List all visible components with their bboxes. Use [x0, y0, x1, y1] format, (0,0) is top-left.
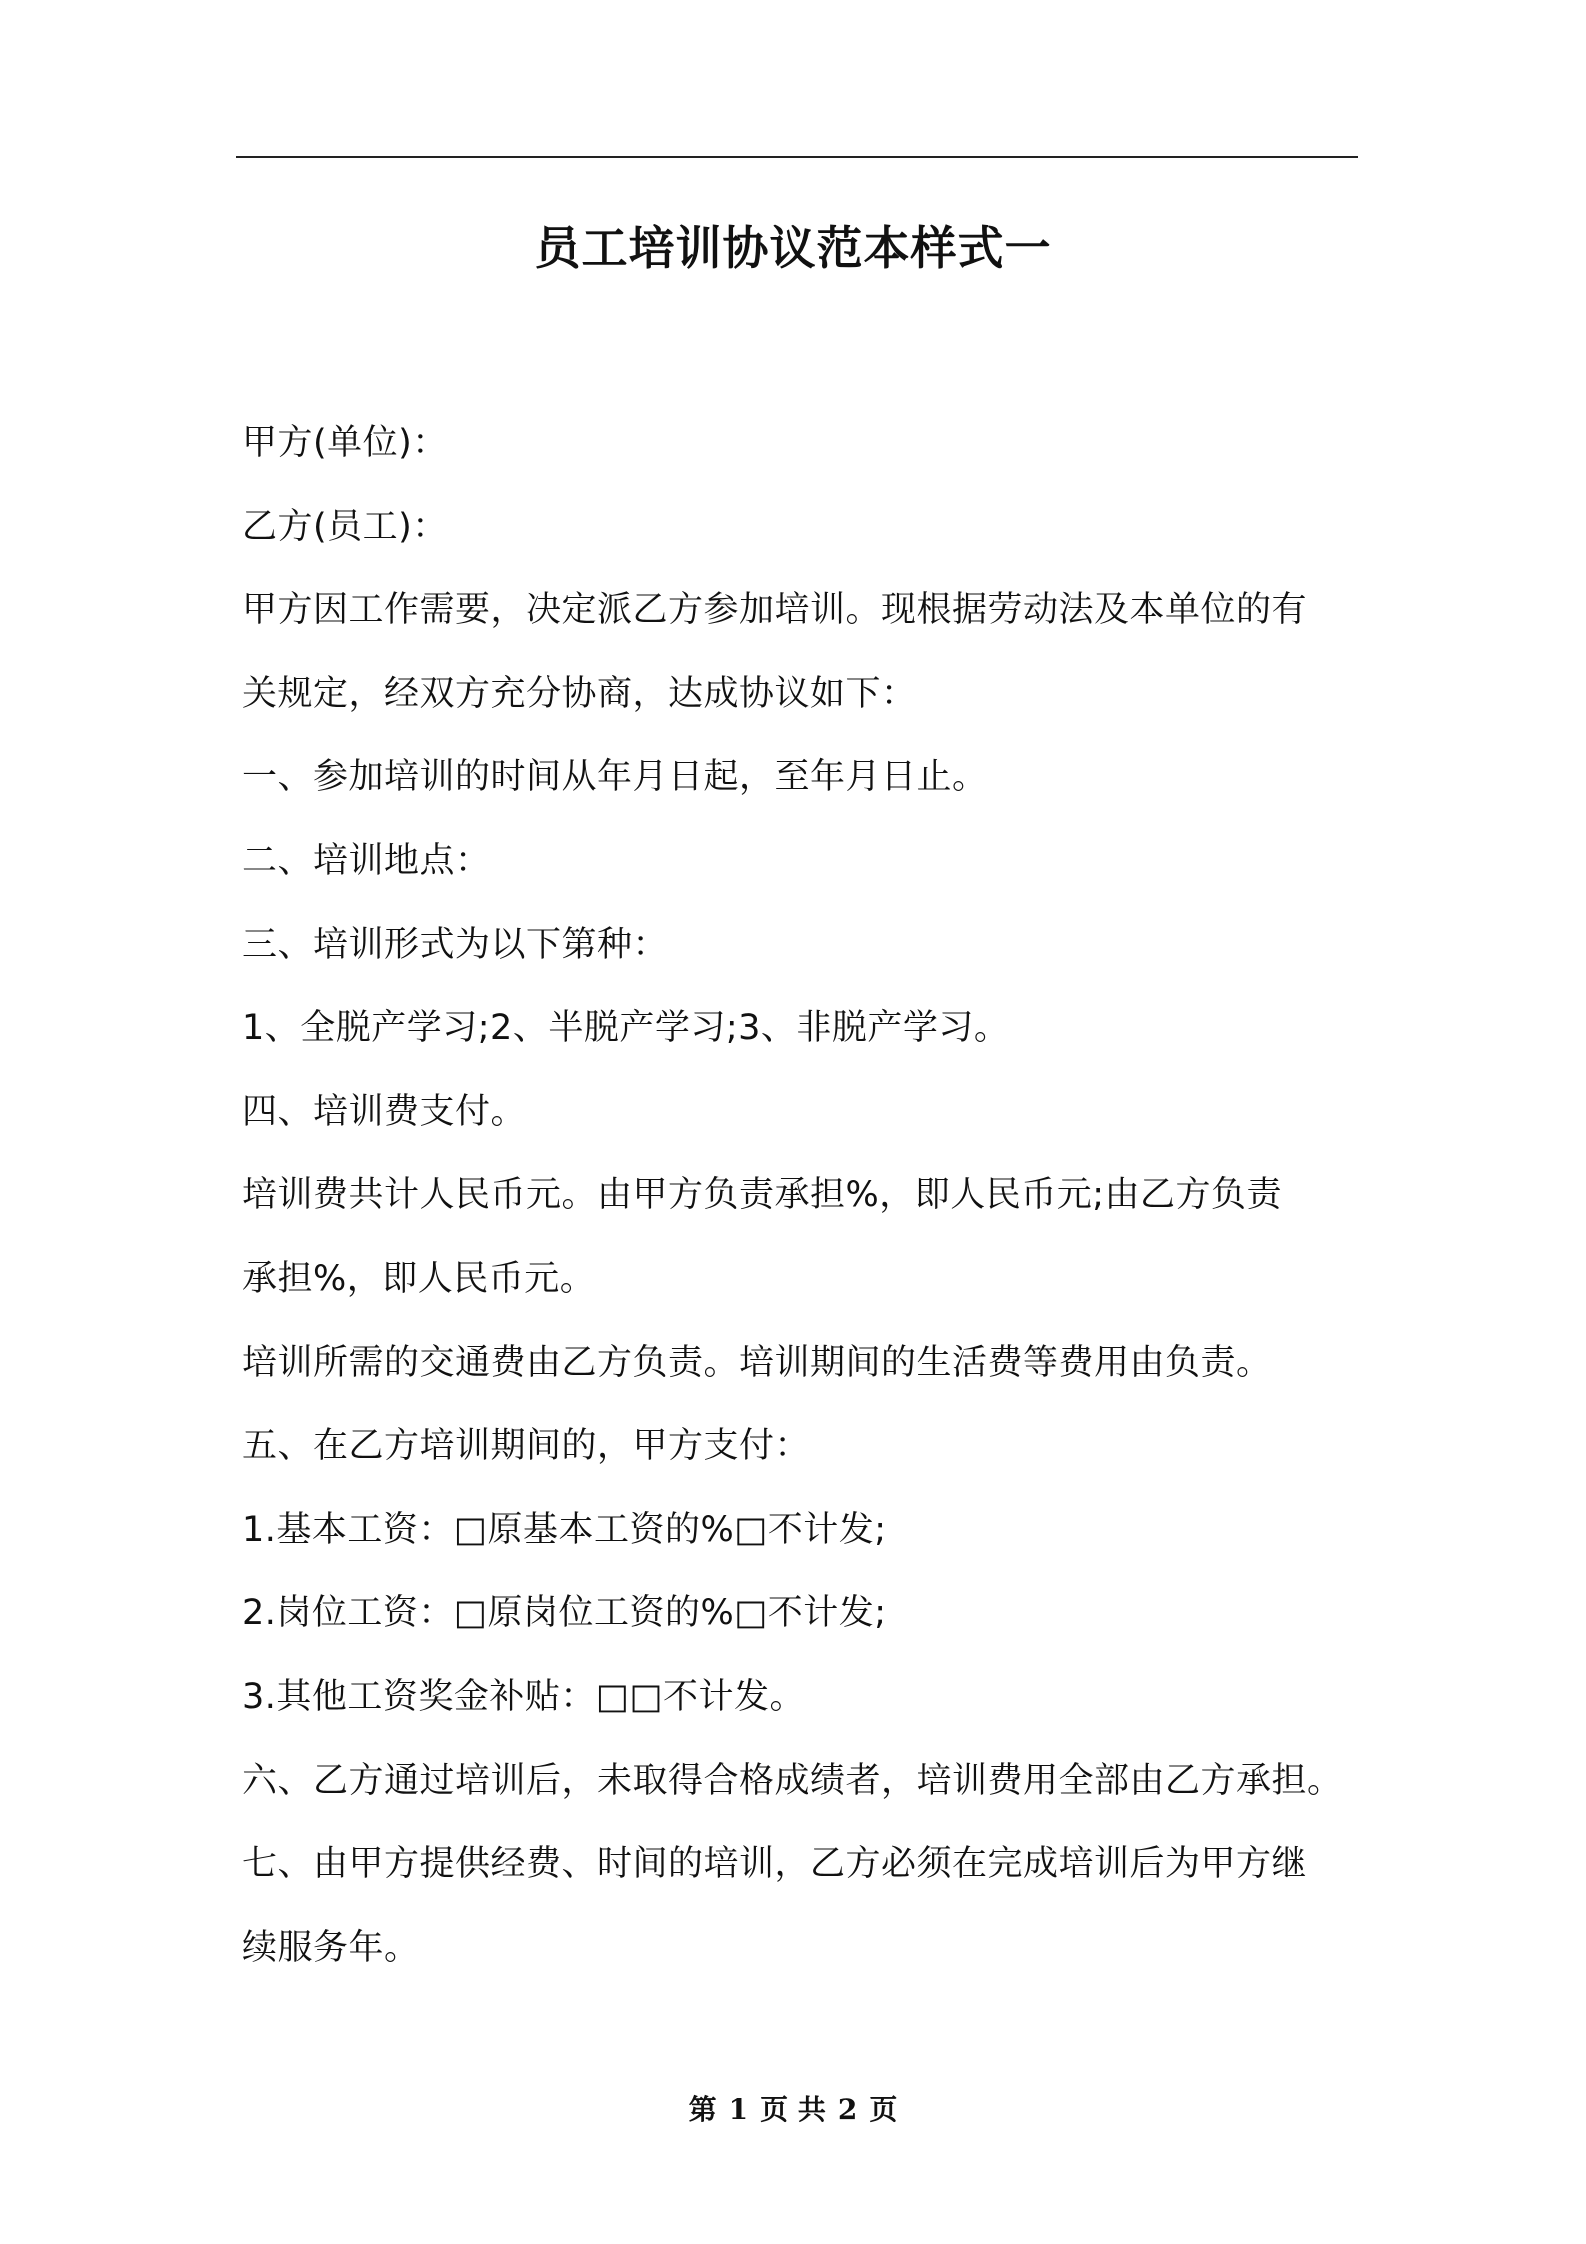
party-a-line: 甲方(单位)：: [242, 423, 448, 463]
pay-basic-wage: 1.基本工资：□原基本工资的%□不计发;: [242, 1509, 887, 1550]
fee-line-2: 承担%，即人民币元。: [242, 1258, 596, 1299]
clause-6: 六、乙方通过培训后，未取得合格成绩者，培训费用全部由乙方承担。: [242, 1760, 1343, 1801]
document-body: [242, 402, 1360, 1990]
clause-7-line-1: 七、由甲方提供经费、时间的培训，乙方必须在完成培训后为甲方继: [242, 1844, 1308, 1885]
intro-line-1: 甲方因工作需要，决定派乙方参加培训。现根据劳动法及本单位的有: [242, 590, 1308, 631]
clause-4-fee: 四、培训费支付。: [242, 1091, 527, 1132]
pay-other-wage: 3.其他工资奖金补贴：□□不计发。: [242, 1676, 806, 1717]
intro-line-2: 关规定，经双方充分协商，达成协议如下：: [242, 673, 917, 714]
page-footer: [0, 2090, 1586, 2130]
clause-7-line-2: 续服务年。: [242, 1927, 420, 1968]
clause-3-options: 1、全脱产学习;2、半脱产学习;3、非脱产学习。: [242, 1008, 1010, 1049]
header-rule: [236, 156, 1358, 158]
clause-3-form: 三、培训形式为以下第种：: [242, 924, 669, 965]
footer-suffix: 页: [869, 2093, 898, 2126]
footer-middle: 页 共: [760, 2093, 826, 2126]
footer-prefix: 第: [688, 2093, 717, 2126]
footer-total-pages: 2: [837, 2093, 858, 2126]
fee-line-1: 培训费共计人民币元。由甲方负责承担%，即人民币元;由乙方负责: [242, 1175, 1283, 1216]
clause-2-location: 二、培训地点：: [242, 840, 491, 881]
pay-position-wage: 2.岗位工资：□原岗位工资的%□不计发;: [242, 1593, 887, 1634]
footer-page-number: 1: [728, 2093, 749, 2126]
clause-5-pay: 五、在乙方培训期间的，甲方支付：: [242, 1426, 811, 1467]
fee-line-3: 培训所需的交通费由乙方负责。培训期间的生活费等费用由负责。: [242, 1342, 1272, 1383]
clause-1-time: 一、参加培训的时间从年月日起，至年月日止。: [242, 757, 988, 798]
document-title: 员工培训协议范本样式一: [534, 221, 1052, 275]
party-b-line: 乙方(员工)：: [242, 506, 448, 547]
